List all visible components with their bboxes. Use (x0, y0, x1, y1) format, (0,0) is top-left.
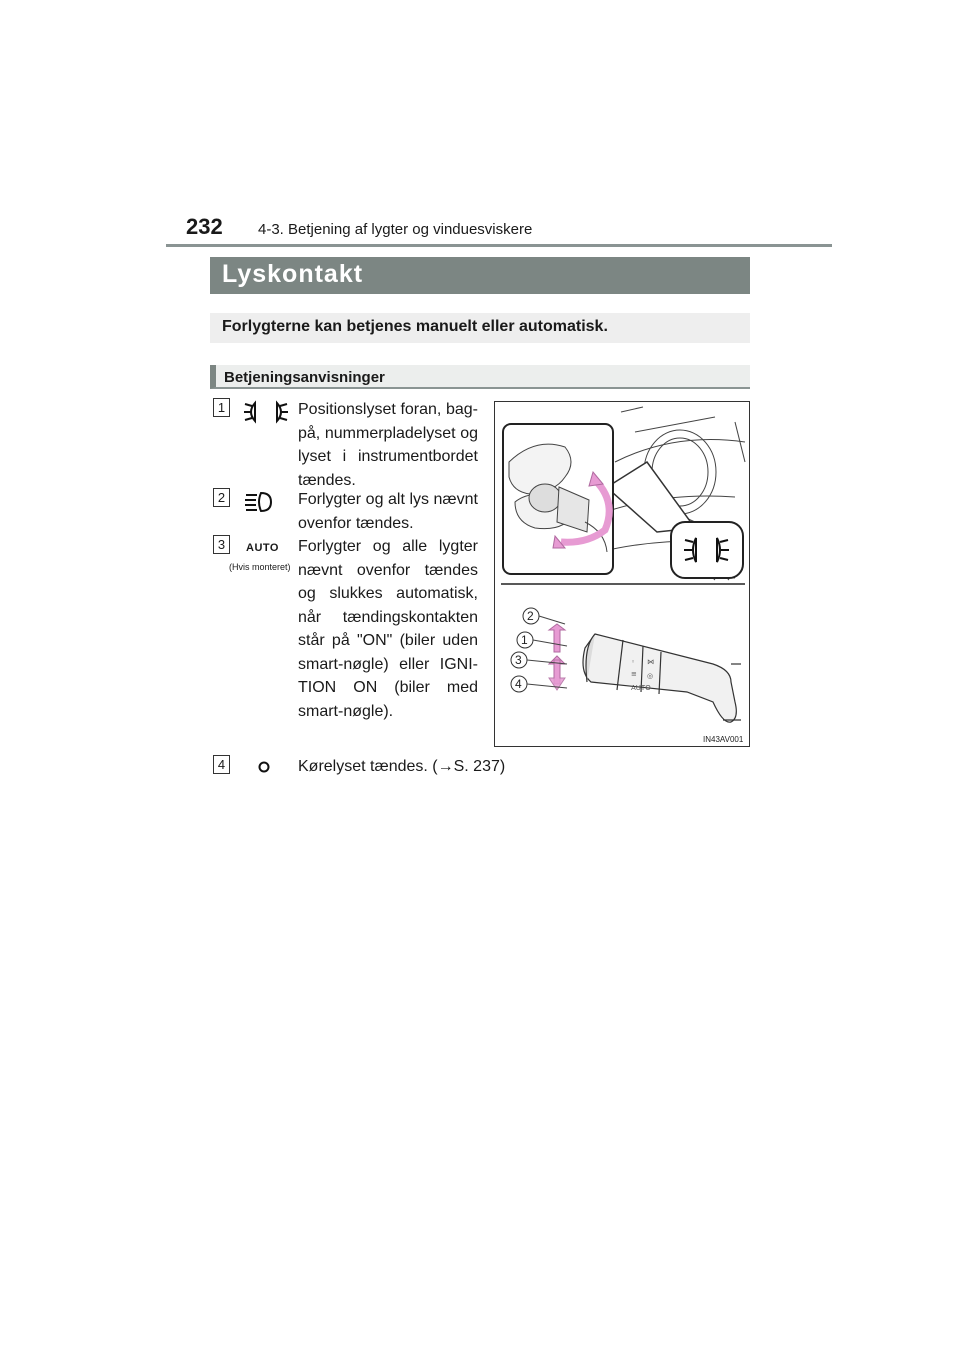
callout-2: 2 (527, 609, 534, 623)
svg-text:◦: ◦ (631, 658, 636, 666)
intro-text: Forlygterne kan betjenes manuelt eller automatisk. (222, 318, 608, 335)
figure-code: IN43AV001 (703, 735, 744, 744)
svg-text:AUTO: AUTO (631, 684, 651, 692)
auto-icon: AUTO (246, 542, 279, 554)
headlight-icon (243, 490, 273, 514)
item-text-3: Forlygter og alle lygter nævnt ovenfor tændes og slukkes automatisk, når tændingskontakten står på "ON" (biler uden smart-nøgle) eller IGNI-TION ON (biler med smart-nøgle). (298, 538, 478, 720)
callout-4: 4 (515, 677, 522, 691)
svg-text:◎: ◎ (647, 672, 654, 680)
callout-3: 3 (515, 653, 522, 667)
header-divider (166, 244, 832, 247)
lever-stalk (583, 634, 741, 722)
item-text-4: Kørelyset tændes. (→S. 237) (298, 758, 506, 775)
light-switch-illustration (494, 401, 750, 747)
position-arrows (549, 624, 565, 690)
item-number-2: 2 (213, 488, 230, 507)
chapter-header: 4-3. Betjening af lygter og vinduesviskere (258, 221, 533, 238)
illustration-drawing (495, 402, 749, 746)
item-number-4: 4 (213, 755, 230, 774)
callout-1: 1 (521, 633, 528, 647)
off-circle-icon (256, 758, 272, 774)
item-number-1: 1 (213, 398, 230, 417)
svg-text:≡: ≡ (631, 670, 637, 678)
page-number: 232 (186, 214, 223, 239)
item-number-3: 3 (213, 535, 230, 554)
section-title: Lyskontakt (222, 260, 364, 288)
subsection-title: Betjeningsanvisninger (224, 369, 385, 386)
item-text-1: Positionslyset foran, bag-på, nummerpladelyset og lyset i instrumentbordet tændes. (298, 401, 478, 489)
item-text-2: Forlygter og alt lys nævnt ovenfor tændes. (298, 491, 478, 532)
zoom-box-icon (671, 522, 743, 578)
svg-text:⋈: ⋈ (647, 658, 654, 666)
optional-note: (Hvis monteret) (229, 562, 291, 572)
position-lights-icon (243, 400, 289, 424)
